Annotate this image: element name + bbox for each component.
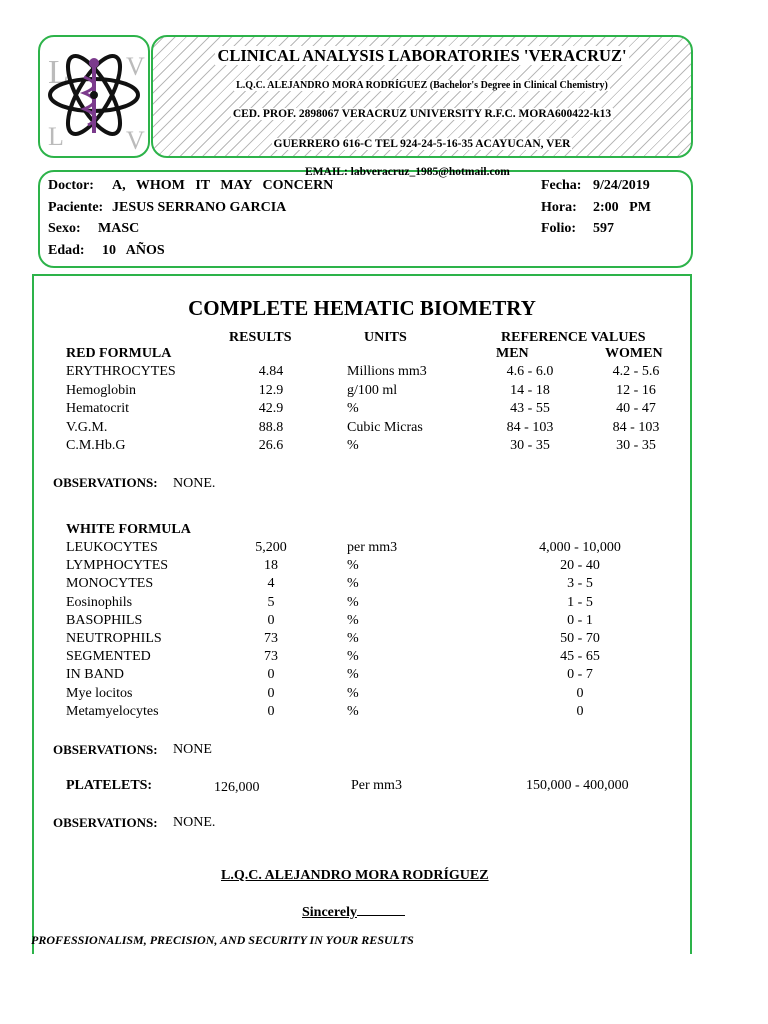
test-name: MONOCYTES xyxy=(66,576,154,592)
test-name: IN BAND xyxy=(66,667,124,683)
reference-women: 12 - 16 xyxy=(616,382,656,398)
lab-name: CLINICAL ANALYSIS LABORATORIES 'VERACRUZ' xyxy=(217,46,627,65)
test-unit: % xyxy=(347,685,359,701)
reference-men: 43 - 55 xyxy=(510,401,550,416)
test-result: 73 xyxy=(264,649,278,665)
test-unit: % xyxy=(347,667,359,683)
test-name: SEGMENTED xyxy=(66,649,151,665)
test-unit: % xyxy=(347,703,359,719)
reference-range: 1 - 5 xyxy=(567,594,593,610)
lab-director: L.Q.C. ALEJANDRO MORA RODRÍGUEZ (Bachelor's Degree in Clinical Chemistry) xyxy=(236,80,608,91)
patient-label: Paciente: xyxy=(48,200,104,215)
sex-label: Sexo: xyxy=(48,221,81,236)
test-unit: % xyxy=(347,401,359,416)
test-result: 4.84 xyxy=(258,364,284,379)
signature-name: L.Q.C. ALEJANDRO MORA RODRÍGUEZ xyxy=(221,868,489,883)
test-result: 12.9 xyxy=(258,382,284,398)
test-unit: per mm3 xyxy=(347,540,398,555)
col-results: RESULTS xyxy=(229,330,292,345)
sincerely-line xyxy=(302,905,405,921)
reference-range: 0 xyxy=(576,685,584,701)
reference-range: 45 - 65 xyxy=(560,649,600,665)
reference-range: 3 - 5 xyxy=(567,576,593,592)
reference-women: 4.2 - 5.6 xyxy=(612,364,660,379)
platelets-unit: Per mm3 xyxy=(351,778,402,793)
svg-text:V: V xyxy=(126,52,145,81)
test-name: NEUTROPHILS xyxy=(66,631,162,646)
date-value: 9/24/2019 xyxy=(593,178,650,193)
test-name: BASOPHILS xyxy=(66,612,143,628)
test-result: 0 xyxy=(267,703,275,719)
test-name: V.G.M. xyxy=(66,419,108,435)
reference-men: 14 - 18 xyxy=(510,382,550,398)
motto: PROFESSIONALISM, PRECISION, AND SECURITY IN YOUR RESULTS xyxy=(31,933,414,947)
reference-range: 50 - 70 xyxy=(560,631,600,646)
age-label: Edad: xyxy=(48,243,85,258)
test-result: 5 xyxy=(267,594,275,610)
test-result: 18 xyxy=(264,558,278,574)
time-value: 2:00 PM xyxy=(593,200,651,215)
observations-label: OBSERVATIONS: xyxy=(53,475,158,490)
test-name: Eosinophils xyxy=(66,594,133,610)
svg-text:L: L xyxy=(48,122,64,151)
test-result: 26.6 xyxy=(258,438,284,453)
col-women: WOMEN xyxy=(605,346,663,361)
svg-text:V: V xyxy=(126,126,145,155)
reference-women: 30 - 35 xyxy=(616,438,656,453)
atom-caduceus-logo-icon xyxy=(40,37,148,155)
test-name: C.M.Hb.G xyxy=(66,438,126,453)
test-unit: % xyxy=(347,594,359,610)
col-units: UNITS xyxy=(364,330,407,345)
reference-range: 20 - 40 xyxy=(560,558,600,574)
test-unit: % xyxy=(347,558,359,574)
test-name: Hematocrit xyxy=(66,401,129,416)
test-result: 5,200 xyxy=(255,540,287,555)
observations-platelets-value: NONE. xyxy=(173,815,216,830)
doctor-label: Doctor: xyxy=(48,178,94,193)
test-name: LEUKOCYTES xyxy=(66,540,158,555)
observations-label: OBSERVATIONS: xyxy=(53,742,158,757)
test-name: Hemoglobin xyxy=(66,382,136,398)
folio-value: 597 xyxy=(593,221,614,236)
test-unit: Cubic Micras xyxy=(347,419,423,435)
svg-text:L: L xyxy=(48,54,69,91)
test-name: Metamyelocytes xyxy=(66,703,159,719)
patient-value: JESUS SERRANO GARCIA xyxy=(112,200,287,215)
lab-address: GUERRERO 616-C TEL 924-24-5-16-35 ACAYUCAN, VER xyxy=(273,138,571,150)
test-result: 0 xyxy=(267,685,275,701)
test-name: LYMPHOCYTES xyxy=(66,558,169,574)
report-title: COMPLETE HEMATIC BIOMETRY xyxy=(188,296,536,320)
test-result: 0 xyxy=(267,612,275,628)
test-result: 88.8 xyxy=(258,419,284,435)
doctor-value: A, WHOM IT MAY CONCERN xyxy=(112,178,334,193)
reference-men: 84 - 103 xyxy=(506,419,554,435)
test-result: 0 xyxy=(267,667,275,683)
observations-label: OBSERVATIONS: xyxy=(53,815,158,830)
red-formula-heading: RED FORMULA xyxy=(66,346,172,361)
sex-value: MASC xyxy=(98,221,140,236)
platelets-reference: 150,000 - 400,000 xyxy=(526,778,629,793)
logo-frame xyxy=(38,35,150,158)
date-label: Fecha: xyxy=(541,178,582,193)
test-result: 42.9 xyxy=(258,401,284,416)
test-result: 73 xyxy=(264,631,278,646)
col-reference: REFERENCE VALUES xyxy=(501,330,646,345)
reference-women: 40 - 47 xyxy=(616,401,656,416)
test-unit: Millions mm3 xyxy=(347,364,427,379)
test-unit: % xyxy=(347,576,359,592)
white-formula-heading: WHITE FORMULA xyxy=(66,522,191,537)
sincerely-text: Sincerely xyxy=(302,905,357,920)
observations-red-value: NONE. xyxy=(173,476,216,491)
platelets-label: PLATELETS: xyxy=(66,778,153,793)
reference-range: 4,000 - 10,000 xyxy=(539,540,621,555)
reference-women: 84 - 103 xyxy=(612,419,660,435)
test-unit: g/100 ml xyxy=(347,382,398,398)
reference-range: 0 - 7 xyxy=(567,667,593,683)
col-men: MEN xyxy=(496,346,529,361)
time-label: Hora: xyxy=(541,200,577,215)
test-result: 4 xyxy=(267,576,275,592)
reference-men: 4.6 - 6.0 xyxy=(506,364,554,379)
lab-email: EMAIL: labveracruz_1985@hotmail.com xyxy=(305,166,510,178)
reference-range: 0 xyxy=(576,703,584,719)
test-name: Mye locitos xyxy=(66,685,133,701)
age-value: 10 AÑOS xyxy=(102,243,165,258)
test-unit: % xyxy=(347,438,359,453)
lab-credentials: CED. PROF. 2898067 VERACRUZ UNIVERSITY R.F.C. MORA600422-k13 xyxy=(232,108,612,120)
reference-range: 0 - 1 xyxy=(567,612,593,628)
observations-white-value: NONE xyxy=(173,742,212,757)
test-unit: % xyxy=(347,631,359,646)
test-unit: % xyxy=(347,612,359,628)
folio-label: Folio: xyxy=(541,221,576,236)
reference-men: 30 - 35 xyxy=(510,438,550,453)
test-unit: % xyxy=(347,649,359,665)
platelets-result: 126,000 xyxy=(214,780,260,795)
test-name: ERYTHROCYTES xyxy=(66,364,176,379)
